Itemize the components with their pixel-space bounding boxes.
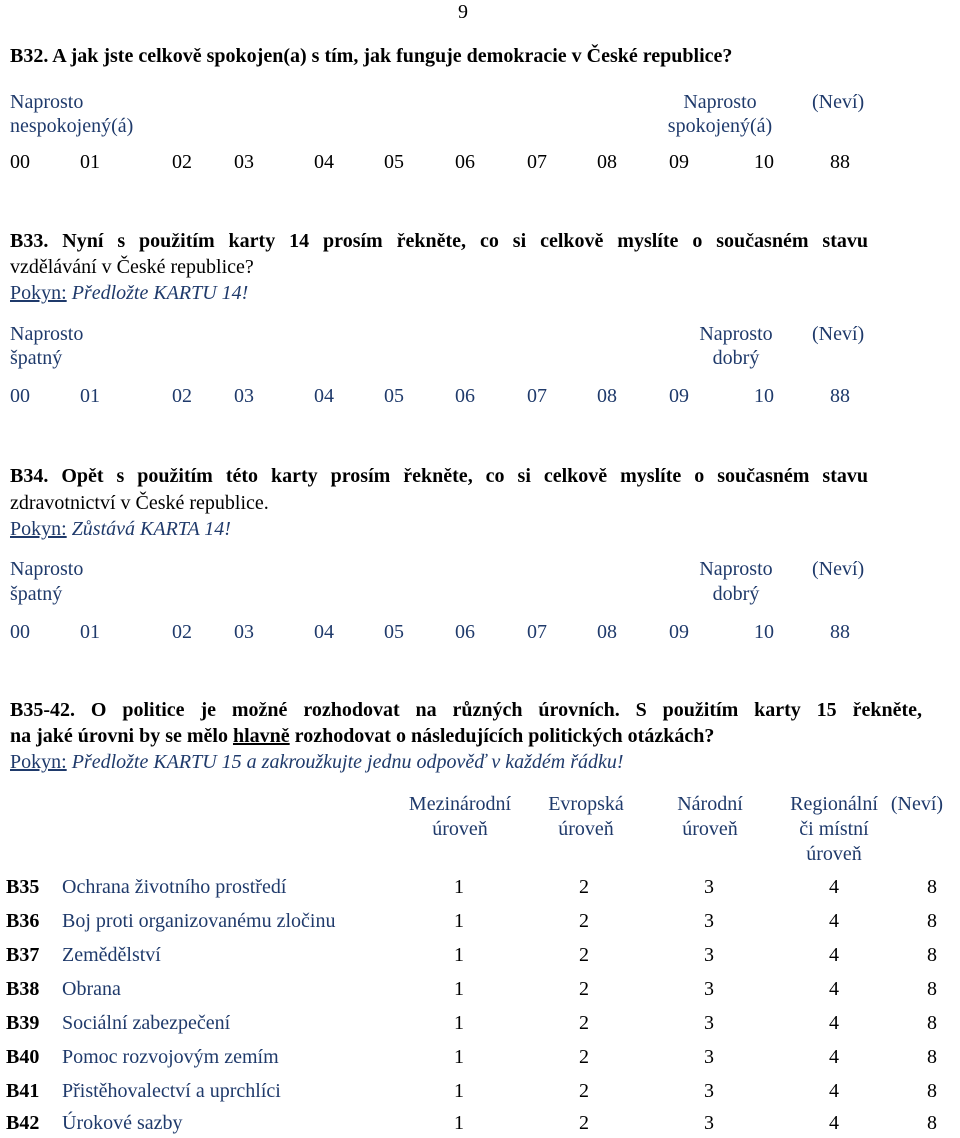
b34-scale	[0, 620, 960, 644]
b34-scale-option[interactable]: 10	[754, 621, 774, 643]
answer-option[interactable]: 1	[454, 944, 464, 966]
answer-option[interactable]: 8	[927, 910, 937, 932]
answer-option[interactable]: 8	[927, 978, 937, 1000]
answer-option[interactable]: 3	[704, 978, 714, 1000]
b33-dk-label: (Neví)	[812, 323, 865, 345]
b33-scale-option[interactable]: 05	[384, 385, 404, 407]
answer-option[interactable]: 8	[927, 1046, 937, 1068]
answer-option[interactable]: 3	[704, 910, 714, 932]
b33-instruction	[10, 281, 248, 305]
row-label: Ochrana životního prostředí	[62, 876, 287, 898]
row-code: B39	[6, 1012, 40, 1034]
b34-scale-option[interactable]: 03	[234, 621, 254, 643]
table-row	[0, 872, 960, 902]
column-header-line: úroveň	[558, 818, 614, 840]
column-header-line: Národní	[677, 793, 743, 815]
row-code: B40	[6, 1046, 40, 1068]
b33-scale-option[interactable]: 09	[669, 385, 689, 407]
b32-scale-option[interactable]: 10	[754, 151, 774, 173]
b34-pokyn-label: Pokyn:	[10, 518, 67, 540]
answer-option[interactable]: 2	[579, 1046, 589, 1068]
answer-option[interactable]: 4	[829, 978, 839, 1000]
b35-42-instruction	[10, 750, 624, 774]
b33-question-line1: B33. Nyní s použitím karty 14 prosím řekněte, co si celkově myslíte o současném stavu	[10, 230, 868, 252]
answer-option[interactable]: 1	[454, 1080, 464, 1102]
b33-scale-option[interactable]: 03	[234, 385, 254, 407]
b33-pokyn-label: Pokyn:	[10, 282, 67, 304]
b32-question: B32. A jak jste celkově spokojen(a) s tím, jak funguje demokracie v České republice?	[10, 45, 733, 67]
row-label: Přistěhovalectví a uprchlíci	[62, 1080, 281, 1102]
answer-option[interactable]: 4	[829, 1080, 839, 1102]
answer-option[interactable]: 2	[579, 910, 589, 932]
row-code: B42	[6, 1112, 40, 1134]
column-header-dk	[872, 792, 960, 817]
column-header-line: (Neví)	[890, 793, 944, 815]
row-code: B41	[6, 1080, 40, 1102]
b33-scale-option[interactable]: 02	[172, 385, 192, 407]
answer-option[interactable]: 1	[454, 1046, 464, 1068]
b34-instruction	[10, 517, 231, 541]
b32-scale-option[interactable]: 07	[527, 151, 547, 173]
b34-left-anchor-2: špatný	[10, 583, 63, 605]
b32-scale-option[interactable]: 06	[455, 151, 475, 173]
row-code: B38	[6, 978, 40, 1000]
row-code: B37	[6, 944, 40, 966]
b33-scale-option[interactable]: 04	[314, 385, 334, 407]
table-row	[0, 906, 960, 936]
answer-option[interactable]: 3	[704, 944, 714, 966]
answer-option[interactable]: 1	[454, 910, 464, 932]
b32-scale-option[interactable]: 00	[10, 151, 30, 173]
answer-option[interactable]: 3	[704, 1046, 714, 1068]
answer-option[interactable]: 2	[579, 944, 589, 966]
answer-option[interactable]: 3	[704, 1012, 714, 1034]
answer-option[interactable]: 3	[704, 1112, 714, 1134]
answer-option[interactable]: 4	[829, 1012, 839, 1034]
b34-pokyn-text: Zůstává KARTA 14!	[71, 518, 231, 540]
b32-scale-option[interactable]: 04	[314, 151, 334, 173]
row-label: Zemědělství	[62, 944, 161, 966]
b33-right-anchor-1: Naprosto	[699, 323, 773, 345]
b32-scale-option[interactable]: 03	[234, 151, 254, 173]
b33-scale-option[interactable]: 06	[455, 385, 475, 407]
b35-42-question-line1: B35-42. O politice je možné rozhodovat na různých úrovních. S použitím karty 15 řekněte,	[10, 699, 922, 721]
b32-left-anchor-2: nespokojený(á)	[10, 115, 134, 137]
b34-scale-option[interactable]: 88	[830, 621, 850, 643]
answer-option[interactable]: 2	[579, 1080, 589, 1102]
b35-42-pokyn-text: Předložte KARTU 15 a zakroužkujte jednu odpověď v každém řádku!	[71, 751, 624, 773]
b32-scale-option[interactable]: 09	[669, 151, 689, 173]
b34-question-line2: zdravotnictví v České republice.	[10, 492, 269, 514]
b34-question-line1: B34. Opět s použitím této karty prosím řekněte, co si celkově myslíte o současném stavu	[10, 465, 868, 487]
answer-option[interactable]: 3	[704, 876, 714, 898]
b35-42-q2-pre: na jaké úrovni by se mělo	[10, 725, 228, 747]
answer-option[interactable]: 8	[927, 944, 937, 966]
table-row	[0, 1108, 960, 1138]
answer-option[interactable]: 1	[454, 876, 464, 898]
b34-scale-option[interactable]: 00	[10, 621, 30, 643]
row-label: Obrana	[62, 978, 121, 1000]
b34-scale-option[interactable]: 04	[314, 621, 334, 643]
b32-scale-option[interactable]: 08	[597, 151, 617, 173]
answer-option[interactable]: 4	[829, 1112, 839, 1134]
page-number: 9	[458, 1, 468, 23]
answer-option[interactable]: 2	[579, 1012, 589, 1034]
b33-left-anchor-1: Naprosto	[10, 323, 84, 345]
answer-option[interactable]: 4	[829, 910, 839, 932]
b35-42-q2-underlined: hlavně	[232, 725, 290, 747]
b33-scale-option[interactable]: 08	[597, 385, 617, 407]
column-header-line: Evropská	[548, 793, 624, 815]
column-header-line: Regionální	[790, 793, 878, 815]
b35-42-question-line2	[10, 724, 714, 748]
b33-scale-option[interactable]: 88	[830, 385, 850, 407]
column-header-national	[650, 792, 770, 842]
table-row	[0, 1076, 960, 1106]
b34-scale-option[interactable]: 05	[384, 621, 404, 643]
table-row	[0, 1042, 960, 1072]
row-label: Boj proti organizovanému zločinu	[62, 910, 336, 932]
b32-scale	[0, 150, 960, 174]
b33-scale-option[interactable]: 07	[527, 385, 547, 407]
b34-left-anchor-1: Naprosto	[10, 558, 84, 580]
answer-option[interactable]: 8	[927, 1112, 937, 1134]
b32-left-anchor-1: Naprosto	[10, 91, 84, 113]
column-header-line: úroveň	[682, 818, 738, 840]
answer-option[interactable]: 1	[454, 1112, 464, 1134]
b33-scale-option[interactable]: 10	[754, 385, 774, 407]
b33-pokyn-text: Předložte KARTU 14!	[71, 282, 249, 304]
b33-scale	[0, 384, 960, 408]
b32-scale-option[interactable]: 88	[830, 151, 850, 173]
b34-scale-option[interactable]: 06	[455, 621, 475, 643]
b34-scale-option[interactable]: 08	[597, 621, 617, 643]
answer-option[interactable]: 2	[579, 1112, 589, 1134]
answer-option[interactable]: 4	[829, 944, 839, 966]
answer-option[interactable]: 2	[579, 978, 589, 1000]
b33-left-anchor-2: špatný	[10, 347, 63, 369]
table-row	[0, 1008, 960, 1038]
b33-scale-option[interactable]: 01	[80, 385, 100, 407]
answer-option[interactable]: 4	[829, 876, 839, 898]
b33-scale-option[interactable]: 00	[10, 385, 30, 407]
column-header-international	[392, 792, 528, 842]
b34-dk-label: (Neví)	[812, 558, 865, 580]
b33-right-anchor-2: dobrý	[712, 347, 760, 369]
b34-scale-option[interactable]: 09	[669, 621, 689, 643]
b34-scale-option[interactable]: 07	[527, 621, 547, 643]
answer-option[interactable]: 8	[927, 1080, 937, 1102]
b32-right-anchor-2: spokojený(á)	[667, 115, 773, 137]
answer-option[interactable]: 2	[579, 876, 589, 898]
b32-right-anchor-1: Naprosto	[683, 91, 757, 113]
b32-scale-option[interactable]: 01	[80, 151, 100, 173]
b35-42-pokyn-label: Pokyn:	[10, 751, 67, 773]
column-header-line: úroveň	[806, 843, 862, 865]
answer-option[interactable]: 1	[454, 1012, 464, 1034]
row-label: Úrokové sazby	[62, 1112, 183, 1134]
column-header-line: či místní	[799, 818, 869, 840]
b34-right-anchor-1: Naprosto	[699, 558, 773, 580]
column-header-line: úroveň	[432, 818, 488, 840]
b32-scale-option[interactable]: 05	[384, 151, 404, 173]
answer-option[interactable]: 4	[829, 1046, 839, 1068]
row-code: B35	[6, 876, 40, 898]
answer-option[interactable]: 1	[454, 978, 464, 1000]
b35-42-q2-post: rozhodovat o následujících politických otázkách?	[294, 725, 715, 747]
b32-dk-label: (Neví)	[812, 91, 865, 113]
b34-scale-option[interactable]: 01	[80, 621, 100, 643]
column-header-line: Mezinárodní	[408, 793, 512, 815]
table-row	[0, 974, 960, 1004]
answer-option[interactable]: 8	[927, 1012, 937, 1034]
row-label: Pomoc rozvojovým zemím	[62, 1046, 279, 1068]
b33-question-line2: vzdělávání v České republice?	[10, 256, 254, 278]
column-header-european	[526, 792, 646, 842]
b34-right-anchor-2: dobrý	[712, 583, 760, 605]
table-row	[0, 940, 960, 970]
b32-scale-option[interactable]: 02	[172, 151, 192, 173]
answer-option[interactable]: 8	[927, 876, 937, 898]
b34-scale-option[interactable]: 02	[172, 621, 192, 643]
row-label: Sociální zabezpečení	[62, 1012, 231, 1034]
row-code: B36	[6, 910, 40, 932]
answer-option[interactable]: 3	[704, 1080, 714, 1102]
